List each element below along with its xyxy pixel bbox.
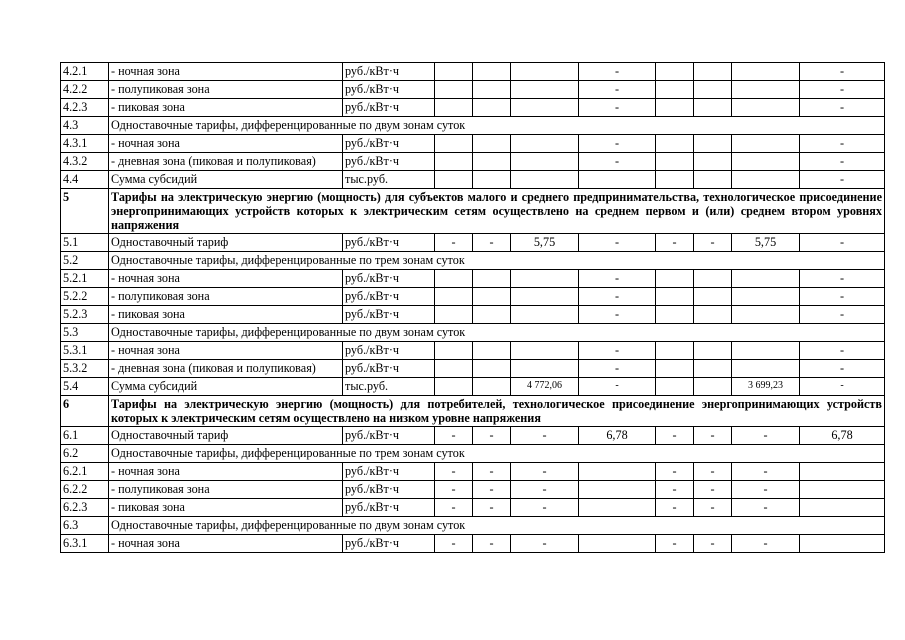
- value-cell: -: [579, 360, 656, 378]
- group-caption: Одноставочные тарифы, дифференцированные по двум зонам суток: [109, 517, 885, 535]
- value-cell: [579, 535, 656, 553]
- value-cell: [435, 81, 473, 99]
- value-cell: [656, 81, 694, 99]
- value-cell: -: [656, 427, 694, 445]
- value-cell: 6,78: [579, 427, 656, 445]
- row-number: 5.1: [61, 234, 109, 252]
- value-cell: -: [473, 463, 511, 481]
- table-row: [61, 189, 885, 234]
- value-cell: [656, 153, 694, 171]
- value-cell: [511, 63, 579, 81]
- value-cell: 6,78: [800, 427, 885, 445]
- value-cell: -: [579, 378, 656, 396]
- row-number: 5.3.2: [61, 360, 109, 378]
- value-cell: [694, 288, 732, 306]
- value-cell: -: [473, 234, 511, 252]
- value-cell: -: [732, 535, 800, 553]
- value-cell: [511, 342, 579, 360]
- value-cell: -: [800, 288, 885, 306]
- value-cell: [511, 153, 579, 171]
- table-row: [61, 481, 885, 499]
- table-row: [61, 117, 885, 135]
- unit-cell: руб./кВт·ч: [343, 427, 435, 445]
- value-cell: [473, 63, 511, 81]
- row-label: - дневная зона (пиковая и полупиковая): [109, 360, 343, 378]
- value-cell: [800, 535, 885, 553]
- value-cell: [694, 99, 732, 117]
- group-caption: Одноставочные тарифы, дифференцированные по трем зонам суток: [109, 445, 885, 463]
- row-number: 6.1: [61, 427, 109, 445]
- unit-cell: руб./кВт·ч: [343, 463, 435, 481]
- value-cell: [656, 288, 694, 306]
- value-cell: [435, 153, 473, 171]
- value-cell: [473, 270, 511, 288]
- table-row: [61, 135, 885, 153]
- value-cell: [694, 306, 732, 324]
- value-cell: [656, 342, 694, 360]
- value-cell: -: [435, 499, 473, 517]
- row-number: 4.3: [61, 117, 109, 135]
- value-cell: [579, 171, 656, 189]
- table-row: [61, 499, 885, 517]
- value-cell: [732, 288, 800, 306]
- row-label: - ночная зона: [109, 535, 343, 553]
- value-cell: [656, 171, 694, 189]
- row-label: - пиковая зона: [109, 99, 343, 117]
- value-cell: [732, 171, 800, 189]
- value-cell: -: [511, 427, 579, 445]
- row-number: 6.2.1: [61, 463, 109, 481]
- value-cell: -: [800, 63, 885, 81]
- value-cell: [694, 153, 732, 171]
- row-number: 5.2.1: [61, 270, 109, 288]
- value-cell: [435, 306, 473, 324]
- value-cell: -: [694, 481, 732, 499]
- table-row: [61, 427, 885, 445]
- value-cell: [511, 288, 579, 306]
- value-cell: [435, 63, 473, 81]
- value-cell: [435, 288, 473, 306]
- value-cell: [694, 342, 732, 360]
- unit-cell: руб./кВт·ч: [343, 81, 435, 99]
- value-cell: 5,75: [511, 234, 579, 252]
- value-cell: -: [579, 63, 656, 81]
- value-cell: [694, 270, 732, 288]
- value-cell: [800, 463, 885, 481]
- unit-cell: руб./кВт·ч: [343, 342, 435, 360]
- unit-cell: тыс.руб.: [343, 378, 435, 396]
- unit-cell: руб./кВт·ч: [343, 135, 435, 153]
- unit-cell: руб./кВт·ч: [343, 360, 435, 378]
- value-cell: [656, 135, 694, 153]
- value-cell: [732, 342, 800, 360]
- value-cell: [511, 270, 579, 288]
- value-cell: [473, 135, 511, 153]
- table-row: [61, 99, 885, 117]
- value-cell: [800, 499, 885, 517]
- value-cell: -: [694, 499, 732, 517]
- table-row: [61, 234, 885, 252]
- unit-cell: руб./кВт·ч: [343, 535, 435, 553]
- value-cell: -: [800, 306, 885, 324]
- group-caption: Одноставочные тарифы, дифференцированные по трем зонам суток: [109, 252, 885, 270]
- table-row: [61, 535, 885, 553]
- value-cell: [579, 463, 656, 481]
- table-row: [61, 378, 885, 396]
- group-caption: Одноставочные тарифы, дифференцированные по двум зонам суток: [109, 324, 885, 342]
- value-cell: [579, 481, 656, 499]
- value-cell: -: [435, 234, 473, 252]
- table-row: [61, 252, 885, 270]
- row-label: Сумма субсидий: [109, 171, 343, 189]
- value-cell: -: [800, 342, 885, 360]
- table-row: [61, 324, 885, 342]
- table-row: [61, 517, 885, 535]
- value-cell: [732, 81, 800, 99]
- row-number: 6: [61, 396, 109, 427]
- unit-cell: руб./кВт·ч: [343, 288, 435, 306]
- row-number: 4.2.2: [61, 81, 109, 99]
- value-cell: -: [435, 481, 473, 499]
- unit-cell: руб./кВт·ч: [343, 499, 435, 517]
- value-cell: [732, 360, 800, 378]
- value-cell: -: [511, 499, 579, 517]
- value-cell: [800, 481, 885, 499]
- value-cell: [435, 135, 473, 153]
- value-cell: -: [694, 535, 732, 553]
- table-row: [61, 153, 885, 171]
- section-heading: Тарифы на электрическую энергию (мощность) для потребителей, технологическое присоединение энергопринимающих устройств которых к электрическим сетям осуществлено на низком уровне напряжения: [109, 396, 885, 427]
- table-row: [61, 396, 885, 427]
- value-cell: [656, 63, 694, 81]
- value-cell: [435, 342, 473, 360]
- value-cell: [473, 360, 511, 378]
- unit-cell: руб./кВт·ч: [343, 153, 435, 171]
- row-number: 6.2.2: [61, 481, 109, 499]
- value-cell: -: [473, 427, 511, 445]
- tariff-table-body: [61, 63, 885, 553]
- row-number: 5.2.2: [61, 288, 109, 306]
- value-cell: [694, 63, 732, 81]
- row-label: - полупиковая зона: [109, 81, 343, 99]
- value-cell: [435, 378, 473, 396]
- value-cell: [694, 360, 732, 378]
- value-cell: -: [800, 378, 885, 396]
- value-cell: -: [473, 535, 511, 553]
- unit-cell: руб./кВт·ч: [343, 234, 435, 252]
- value-cell: -: [579, 270, 656, 288]
- value-cell: -: [800, 99, 885, 117]
- value-cell: [656, 378, 694, 396]
- row-label: - ночная зона: [109, 270, 343, 288]
- row-label: - ночная зона: [109, 63, 343, 81]
- value-cell: [435, 99, 473, 117]
- value-cell: [732, 63, 800, 81]
- value-cell: [435, 171, 473, 189]
- row-number: 5: [61, 189, 109, 234]
- value-cell: -: [800, 153, 885, 171]
- unit-cell: тыс.руб.: [343, 171, 435, 189]
- value-cell: 3 699,23: [732, 378, 800, 396]
- table-row: [61, 342, 885, 360]
- row-label: Одноставочный тариф: [109, 234, 343, 252]
- table-row: [61, 306, 885, 324]
- value-cell: [473, 153, 511, 171]
- value-cell: [694, 171, 732, 189]
- row-number: 6.2: [61, 445, 109, 463]
- row-label: Сумма субсидий: [109, 378, 343, 396]
- value-cell: -: [694, 463, 732, 481]
- row-number: 5.2: [61, 252, 109, 270]
- row-number: 4.4: [61, 171, 109, 189]
- value-cell: -: [579, 288, 656, 306]
- value-cell: -: [511, 481, 579, 499]
- value-cell: [732, 270, 800, 288]
- row-number: 4.2.3: [61, 99, 109, 117]
- value-cell: -: [656, 463, 694, 481]
- value-cell: [511, 99, 579, 117]
- value-cell: -: [800, 360, 885, 378]
- value-cell: -: [800, 171, 885, 189]
- row-label: Одноставочный тариф: [109, 427, 343, 445]
- value-cell: -: [579, 153, 656, 171]
- row-label: - пиковая зона: [109, 306, 343, 324]
- value-cell: -: [694, 427, 732, 445]
- value-cell: [732, 306, 800, 324]
- value-cell: -: [732, 427, 800, 445]
- section-heading: Тарифы на электрическую энергию (мощность) для субъектов малого и среднего предпринимательства, технологическое присоединение энергопринимающих устройств которых к электрическим сетям осуществлено на среднем первом и (или) среднем втором уровнях напряжения: [109, 189, 885, 234]
- row-number: 6.3: [61, 517, 109, 535]
- value-cell: 4 772,06: [511, 378, 579, 396]
- value-cell: -: [732, 481, 800, 499]
- value-cell: [473, 342, 511, 360]
- row-number: 4.3.2: [61, 153, 109, 171]
- value-cell: -: [473, 481, 511, 499]
- value-cell: -: [579, 234, 656, 252]
- group-caption: Одноставочные тарифы, дифференцированные по двум зонам суток: [109, 117, 885, 135]
- value-cell: -: [579, 135, 656, 153]
- row-number: 4.2.1: [61, 63, 109, 81]
- value-cell: [511, 306, 579, 324]
- row-number: 4.3.1: [61, 135, 109, 153]
- value-cell: -: [800, 81, 885, 99]
- value-cell: [473, 378, 511, 396]
- value-cell: -: [800, 135, 885, 153]
- value-cell: -: [579, 342, 656, 360]
- row-label: - пиковая зона: [109, 499, 343, 517]
- value-cell: -: [579, 99, 656, 117]
- table-row: [61, 81, 885, 99]
- row-number: 6.2.3: [61, 499, 109, 517]
- table-row: [61, 171, 885, 189]
- row-label: - дневная зона (пиковая и полупиковая): [109, 153, 343, 171]
- value-cell: [579, 499, 656, 517]
- value-cell: 5,75: [732, 234, 800, 252]
- value-cell: [732, 135, 800, 153]
- value-cell: -: [511, 463, 579, 481]
- value-cell: -: [579, 306, 656, 324]
- unit-cell: руб./кВт·ч: [343, 306, 435, 324]
- row-label: - ночная зона: [109, 135, 343, 153]
- row-label: - ночная зона: [109, 342, 343, 360]
- unit-cell: руб./кВт·ч: [343, 63, 435, 81]
- table-row: [61, 270, 885, 288]
- value-cell: -: [656, 535, 694, 553]
- value-cell: [656, 360, 694, 378]
- value-cell: -: [511, 535, 579, 553]
- tariff-table: [60, 62, 885, 553]
- value-cell: [656, 270, 694, 288]
- value-cell: [473, 81, 511, 99]
- value-cell: -: [694, 234, 732, 252]
- unit-cell: руб./кВт·ч: [343, 481, 435, 499]
- value-cell: [473, 99, 511, 117]
- value-cell: [694, 378, 732, 396]
- value-cell: [473, 171, 511, 189]
- value-cell: [511, 171, 579, 189]
- table-row: [61, 288, 885, 306]
- row-number: 6.3.1: [61, 535, 109, 553]
- value-cell: -: [656, 499, 694, 517]
- value-cell: -: [579, 81, 656, 99]
- value-cell: [435, 360, 473, 378]
- value-cell: [511, 135, 579, 153]
- value-cell: [694, 135, 732, 153]
- value-cell: [656, 306, 694, 324]
- value-cell: -: [656, 234, 694, 252]
- value-cell: [473, 288, 511, 306]
- value-cell: -: [656, 481, 694, 499]
- table-row: [61, 463, 885, 481]
- value-cell: -: [473, 499, 511, 517]
- table-row: [61, 360, 885, 378]
- row-number: 5.4: [61, 378, 109, 396]
- row-label: - полупиковая зона: [109, 481, 343, 499]
- unit-cell: руб./кВт·ч: [343, 270, 435, 288]
- row-number: 5.3: [61, 324, 109, 342]
- value-cell: [732, 153, 800, 171]
- value-cell: -: [800, 270, 885, 288]
- value-cell: -: [732, 499, 800, 517]
- value-cell: [694, 81, 732, 99]
- row-number: 5.3.1: [61, 342, 109, 360]
- table-row: [61, 63, 885, 81]
- value-cell: -: [732, 463, 800, 481]
- value-cell: -: [800, 234, 885, 252]
- value-cell: [656, 99, 694, 117]
- value-cell: [473, 306, 511, 324]
- row-label: - ночная зона: [109, 463, 343, 481]
- table-row: [61, 445, 885, 463]
- value-cell: -: [435, 427, 473, 445]
- value-cell: [511, 81, 579, 99]
- value-cell: -: [435, 463, 473, 481]
- row-number: 5.2.3: [61, 306, 109, 324]
- value-cell: [511, 360, 579, 378]
- value-cell: [435, 270, 473, 288]
- value-cell: [732, 99, 800, 117]
- unit-cell: руб./кВт·ч: [343, 99, 435, 117]
- row-label: - полупиковая зона: [109, 288, 343, 306]
- value-cell: -: [435, 535, 473, 553]
